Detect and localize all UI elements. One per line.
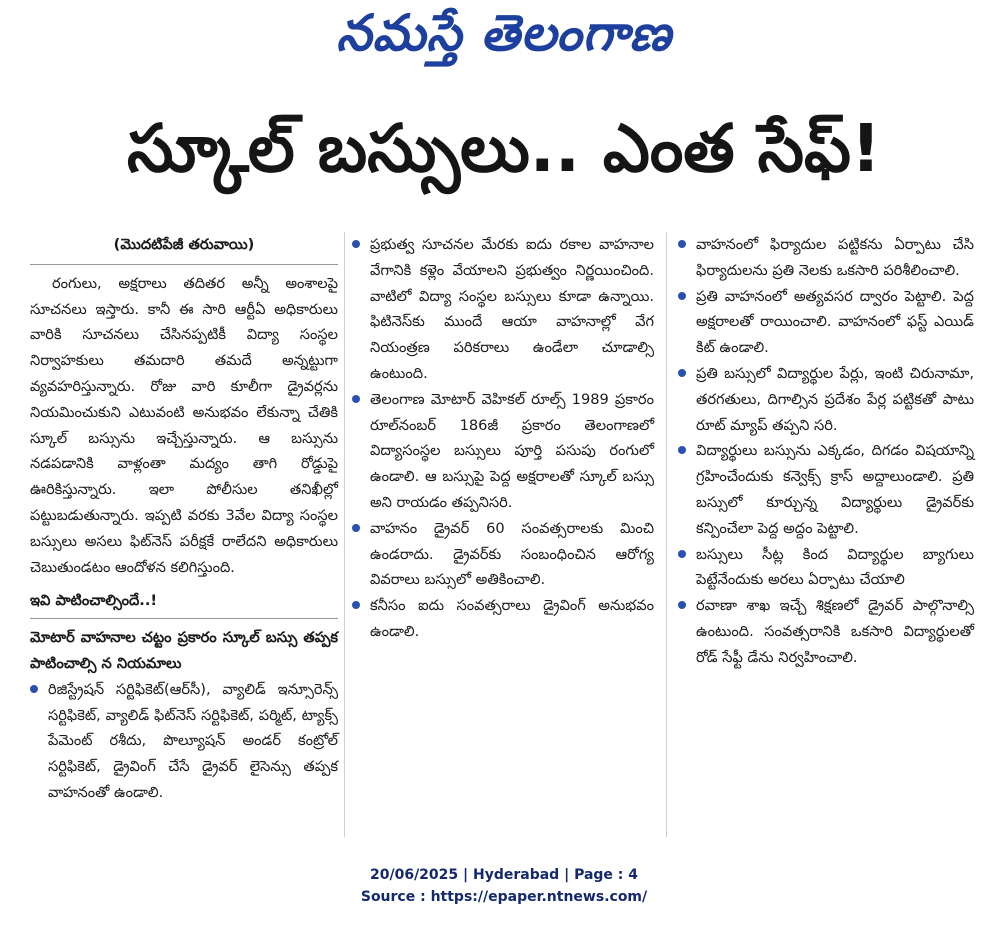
footer-dateline: 20/06/2025 | Hyderabad | Page : 4 (369, 867, 639, 883)
subheading: ఇవి పాటించాల్సిందే..! (30, 588, 338, 619)
rule-item: ప్రభుత్వ సూచనల మేరకు ఐదు రకాల వాహనాల వేగానికి కళ్లెం వేయాలని ప్రభుత్వం నిర్ణయించింది. వాటిలో విద్యా సంస్థల బస్సులు కూడా ఉన్నాయి. ఫిటినెస్‌కు ముందే ఆయా వాహనాల్లో వేగ నియంత్రణ పరికరాలు ఉండేలా చూడాల్సి ఉంటుంది. (352, 232, 654, 387)
footer-source: Source : https://epaper.ntnews.com/ (360, 889, 648, 905)
rule-item: రిజిస్ట్రేషన్ సర్టిఫికెట్(ఆర్‌సీ), వ్యాలిడ్ ఇన్సూరెన్స్ సర్టిఫికెట్, వ్యాలిడ్ ఫిట్‌నెస్ సర్టిఫికెట్, పర్మిట్, ట్యాక్స్ పేమెంట్ రశీదు, పొల్యూషన్ అండర్ కంట్రోల్ సర్టిఫికెట్, డ్రైవింగ్ చేసే డ్రైవర్ లైసెన్సు తప్పక వాహనంతో ఉండాలి. (30, 677, 338, 806)
bullet-icon (30, 685, 38, 693)
bullet-icon (352, 240, 360, 248)
rule-item: వాహనం డ్రైవర్ 60 సంవత్సరాలకు మించి ఉండరాదు. డ్రైవర్‌కు సంబంధించిన ఆరోగ్య వివరాలు బస్సులో అతికించాలి. (352, 516, 654, 593)
bullet-icon (352, 395, 360, 403)
column-divider (666, 232, 667, 837)
bullet-icon (678, 369, 686, 377)
continued-label: (మొదటిపేజీ తరువాయి) (30, 232, 338, 265)
rule-item: విద్యార్థులు బస్సును ఎక్కడం, దిగడం విషయాన్ని గ్రహించేందుకు కన్వెక్స్ క్రాస్ అద్దాలుండాలి. ప్రతి బస్సులో కూర్చున్న విద్యార్థులు డ్రైవర్‌కు కన్పించేలా పెద్ద అద్దం పెట్టాలి. (678, 438, 974, 541)
column-divider (344, 232, 345, 837)
headline: స్కూల్ బస్సులు.. ఎంత సేఫ్! (126, 110, 881, 187)
bullet-icon (678, 240, 686, 248)
rule-item: రవాణా శాఖ ఇచ్చే శిక్షణలో డ్రైవర్ పాల్గొనాల్సి ఉంటుంది. సంవత్సరానికి ఒకసారి విద్యార్థులతో రోడ్ సేఫ్టీ డేను నిర్వహించాలి. (678, 593, 974, 670)
rule-item: ప్రతి వాహనంలో అత్యవసర ద్వారం పెట్టాలి. పెద్ద అక్షరాలతో రాయించాలి. వాహనంలో ఫస్ట్ ఎయిడ్ కిట్ ఉండాలి. (678, 284, 974, 361)
newspaper-logo: నమస్తే తెలంగాణ (336, 4, 672, 62)
column-3 (678, 232, 974, 671)
rule-item: ప్రతి బస్సులో విద్యార్థుల పేర్లు, ఇంటి చిరునామా, తరగతులు, దిగాల్సిన ప్రదేశం పేర్ల పట్టికతో పాటు రూట్ మ్యాప్ తప్పని సరి. (678, 361, 974, 438)
rule-item: తెలంగాణ మోటార్ వెహికల్ రూల్స్ 1989 ప్రకారం రూల్‌నంబర్ 186జీ ప్రకారం తెలంగాణలో విద్యాసంస్థల బస్సులు పూర్తి పసుపు రంగులో ఉండాలి. ఆ బస్సుపై పెద్ద అక్షరాలతో స్కూల్ బస్సు అని రాయడం తప్పనిసరి. (352, 387, 654, 516)
column-1 (30, 232, 338, 806)
footer (0, 864, 1008, 908)
bullet-icon (352, 524, 360, 532)
bullet-icon (352, 601, 360, 609)
bullet-icon (678, 292, 686, 300)
bullet-icon (678, 550, 686, 558)
rule-item: వాహనంలో ఫిర్యాదుల పట్టికను ఏర్పాటు చేసి ఫిర్యాదులను ప్రతి నెలకు ఒకసారి పరిశీలించాలి. (678, 232, 974, 284)
rule-item: కనీసం ఐదు సంవత్సరాలు డ్రైవింగ్ అనుభవం ఉండాలి. (352, 593, 654, 645)
column-2 (352, 232, 654, 645)
bullet-icon (678, 601, 686, 609)
rules-intro: మోటార్ వాహనాల చట్టం ప్రకారం స్కూల్ బస్సు తప్పక పాటించాల్సి న నియమాలు (30, 629, 338, 672)
intro-paragraph: రంగులు, అక్షరాలు తదితర అన్నీ అంశాలపై సూచనలు ఇస్తారు. కానీ ఈ సారి ఆర్టీఏ అధికారులు వారికి సూచనలు చేసినప్పటికీ విద్యా సంస్థల నిర్వాహకులు తమదారి తమదే అన్నట్టుగా వ్యవహరిస్తున్నారు. రోజు వారి కూలీగా డ్రైవర్లను నియమించుకుని ఎటువంటి అనుభవం లేకున్నా చేతికి స్కూల్ బస్సును ఇచ్చేస్తున్నారు. ఆ బస్సును నడపడానికి వాళ్లంతా మద్యం తాగి రోడ్డుపై ఊరికిస్తున్నారు. ఇలా పోలీసుల తనిఖీల్లో పట్టుబడుతున్నారు. ఇప్పటి వరకు 3వేల విద్యా సంస్థల బస్సులు అసలు ఫిట్‌నెస్ పరీక్షకే రాలేదని అధికారులు చెబుతుండటం ఆందోళన కలిగిస్తుంది. (30, 274, 338, 576)
rule-item: బస్సులు సీట్ల కింద విద్యార్థుల బ్యాగులు పెట్టేనేందుకు అరలు ఏర్పాటు చేయాలి (678, 542, 974, 594)
masthead (0, 0, 1008, 78)
bullet-icon (678, 446, 686, 454)
